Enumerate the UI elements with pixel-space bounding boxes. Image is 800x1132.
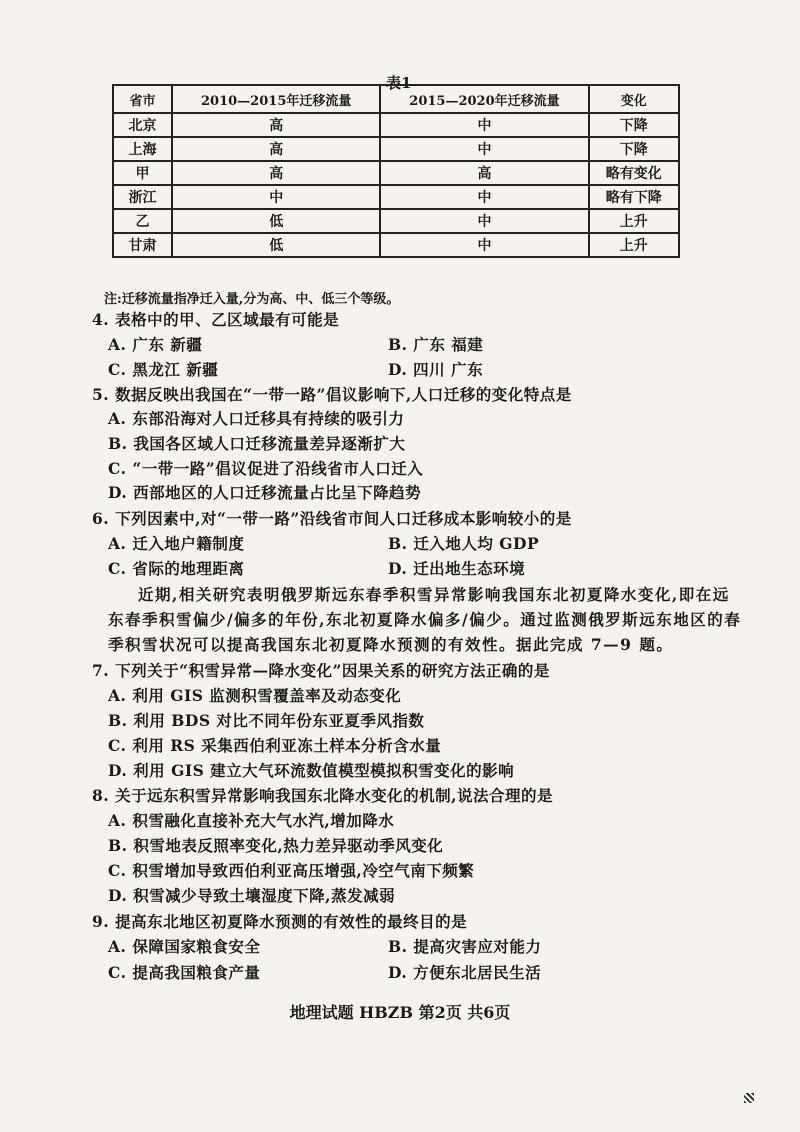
cell-change: 略有变化 <box>589 161 679 185</box>
question-9-stem: 9. 提高东北地区初夏降水预测的有效性的最终目的是 <box>92 912 468 931</box>
cell-flow-2: 中 <box>380 233 588 257</box>
cell-flow-1: 中 <box>172 185 380 209</box>
cell-province: 甲 <box>113 161 172 185</box>
cell-province: 乙 <box>113 209 172 233</box>
question-8-option-b[interactable]: B. 积雪地表反照率变化,热力差异驱动季风变化 <box>108 836 444 855</box>
passage-line-1: 近期,相关研究表明俄罗斯远东春季积雪异常影响我国东北初夏降水变化,即在远 <box>138 585 730 604</box>
question-4-option-c[interactable]: C. 黑龙江 新疆 <box>108 360 219 379</box>
question-7-option-b[interactable]: B. 利用 BDS 对比不同年份东亚夏季风指数 <box>108 711 425 730</box>
question-9-option-a[interactable]: A. 保障国家粮食安全 <box>108 937 261 956</box>
question-6-option-c[interactable]: C. 省际的地理距离 <box>108 559 245 578</box>
cell-flow-1: 高 <box>172 137 380 161</box>
question-8-option-c[interactable]: C. 积雪增加导致西伯利亚高压增强,冷空气南下频繁 <box>108 861 475 880</box>
question-6-option-b[interactable]: B. 迁入地人均 GDP <box>388 534 540 553</box>
cell-flow-2: 中 <box>380 137 588 161</box>
question-5-option-b[interactable]: B. 我国各区域人口迁移流量差异逐渐扩大 <box>108 434 406 453</box>
table-header-row <box>113 85 679 113</box>
cell-change: 下降 <box>589 113 679 137</box>
cell-flow-2: 中 <box>380 185 588 209</box>
cell-flow-1: 高 <box>172 161 380 185</box>
question-7-option-d[interactable]: D. 利用 GIS 建立大气环流数值模型模拟积雪变化的影响 <box>108 761 515 780</box>
question-8-option-a[interactable]: A. 积雪融化直接补充大气水汽,增加降水 <box>108 811 395 830</box>
table-row <box>113 161 679 185</box>
cell-province: 甘肃 <box>113 233 172 257</box>
table-caption: 表1 <box>386 74 412 92</box>
table-row <box>113 209 679 233</box>
header-change: 变化 <box>589 85 679 113</box>
question-7-option-c[interactable]: C. 利用 RS 采集西伯利亚冻土样本分析含水量 <box>108 736 442 755</box>
question-6-stem: 6. 下列因素中,对“一带一路”沿线省市间人口迁移成本影响较小的是 <box>92 509 572 528</box>
table-row <box>113 233 679 257</box>
question-4-stem: 4. 表格中的甲、乙区域最有可能是 <box>92 310 340 329</box>
question-8-option-d[interactable]: D. 积雪减少导致土壤湿度下降,蒸发减弱 <box>108 886 396 905</box>
page-footer: 地理试题 HBZB 第2页 共6页 <box>289 1003 511 1022</box>
cell-province: 上海 <box>113 137 172 161</box>
cell-change: 上升 <box>589 209 679 233</box>
question-9-option-b[interactable]: B. 提高灾害应对能力 <box>388 937 542 956</box>
cell-flow-2: 中 <box>380 113 588 137</box>
header-province: 省市 <box>113 85 172 113</box>
cell-flow-1: 高 <box>172 113 380 137</box>
question-4-option-d[interactable]: D. 四川 广东 <box>388 360 484 379</box>
question-6-option-d[interactable]: D. 迁出地生态环境 <box>388 559 526 578</box>
migration-table <box>112 84 680 258</box>
cell-change: 略有下降 <box>589 185 679 209</box>
question-4-option-b[interactable]: B. 广东 福建 <box>388 335 484 354</box>
cell-province: 北京 <box>113 113 172 137</box>
cell-change: 下降 <box>589 137 679 161</box>
cell-flow-1: 低 <box>172 209 380 233</box>
cell-province: 浙江 <box>113 185 172 209</box>
question-4-option-a[interactable]: A. 广东 新疆 <box>108 335 203 354</box>
question-5-option-a[interactable]: A. 东部沿海对人口迁移具有持续的吸引力 <box>108 409 405 428</box>
cell-flow-1: 低 <box>172 233 380 257</box>
header-flow-2015-2020: 2015—2020年迁移流量 <box>380 85 588 113</box>
table-row <box>113 185 679 209</box>
table-row <box>113 113 679 137</box>
table-note: 注:迁移流量指净迁入量,分为高、中、低三个等级。 <box>104 292 400 307</box>
question-5-option-c[interactable]: C. “一带一路”倡议促进了沿线省市人口迁入 <box>108 459 424 478</box>
question-9-option-c[interactable]: C. 提高我国粮食产量 <box>108 963 261 982</box>
cell-flow-2: 中 <box>380 209 588 233</box>
question-7-stem: 7. 下列关于“积雪异常—降水变化”因果关系的研究方法正确的是 <box>92 661 550 680</box>
question-5-option-d[interactable]: D. 西部地区的人口迁移流量占比呈下降趋势 <box>108 483 422 502</box>
passage-line-3: 季积雪状况可以提高我国东北初夏降水预测的有效性。据此完成 7—9 题。 <box>108 635 674 654</box>
header-flow-2010-2015: 2010—2015年迁移流量 <box>172 85 380 113</box>
question-5-stem: 5. 数据反映出我国在“一带一路”倡议影响下,人口迁移的变化特点是 <box>92 385 572 404</box>
cell-flow-2: 高 <box>380 161 588 185</box>
question-7-option-a[interactable]: A. 利用 GIS 监测积雪覆盖率及动态变化 <box>108 686 402 705</box>
passage-line-2: 东春季积雪偏少/偏多的年份,东北初夏降水偏多/偏少。通过监测俄罗斯远东地区的春 <box>108 610 742 629</box>
question-9-option-d[interactable]: D. 方便东北居民生活 <box>388 963 542 982</box>
table-row <box>113 137 679 161</box>
qr-code-icon <box>744 1093 754 1103</box>
cell-change: 上升 <box>589 233 679 257</box>
question-8-stem: 8. 关于远东积雪异常影响我国东北降水变化的机制,说法合理的是 <box>92 786 553 805</box>
question-6-option-a[interactable]: A. 迁入地户籍制度 <box>108 534 245 553</box>
